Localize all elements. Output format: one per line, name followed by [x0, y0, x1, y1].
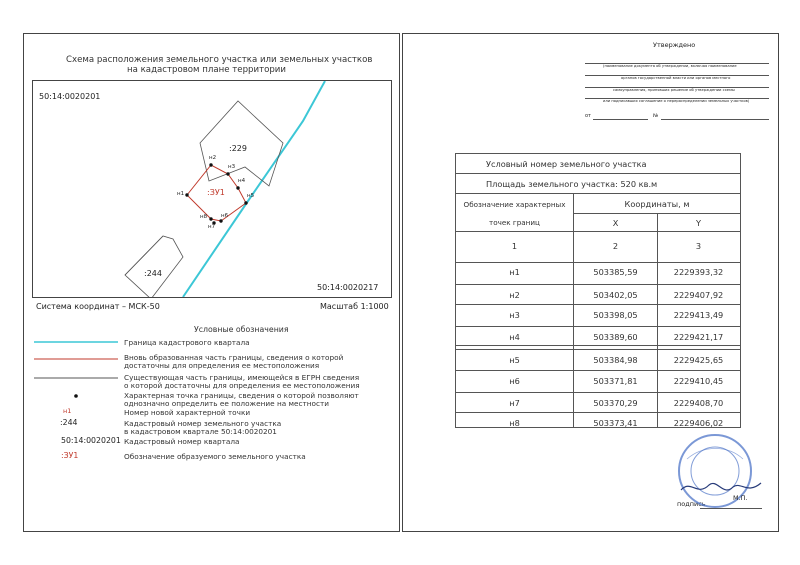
stamp	[663, 435, 773, 515]
legend-item-text: Кадастровый номер земельного участка	[124, 419, 282, 428]
legend-item-text: Характерная точка границы, сведения о которой позволяют	[124, 391, 359, 400]
legend-point	[74, 394, 78, 398]
point-label: н7	[208, 224, 216, 230]
col-points-label-1: Обозначение характерных	[463, 200, 566, 209]
point-marker	[209, 163, 212, 166]
left-sheet	[23, 33, 400, 532]
point-marker	[244, 201, 247, 204]
y-cell: 2229421,17	[673, 331, 724, 342]
x-cell: 503398,05	[593, 310, 638, 320]
point-label: н3	[228, 164, 236, 170]
group-separator	[456, 345, 740, 346]
col-divider	[657, 213, 658, 232]
legend-symbol: :ЗУ1	[61, 451, 79, 460]
index-cell: 2	[612, 241, 619, 251]
coord-system: Система координат – МСК-50	[36, 302, 160, 311]
date-line	[593, 119, 648, 120]
scheme-title-line2: на кадастровом плане территории	[127, 65, 286, 75]
approval-caption: (наименование документа об утверждении, включая наименование	[603, 64, 737, 68]
x-cell: 503384,98	[593, 355, 638, 365]
legend-item-text: Номер новой характерной точки	[124, 408, 251, 417]
table-row	[456, 284, 740, 305]
point-cell: н7	[509, 398, 520, 408]
table-row	[456, 326, 740, 346]
point-cell: н5	[509, 355, 520, 365]
legend-item-text: однозначно определить ее положение на местности	[124, 399, 330, 408]
legend-title: Условные обозначения	[194, 325, 289, 334]
legend-symbols	[34, 334, 124, 474]
point-label: н5	[247, 193, 255, 199]
x-cell: 503370,29	[593, 398, 638, 408]
x-cell: 503389,60	[593, 331, 638, 342]
col-divider	[573, 193, 574, 427]
number-label: №	[653, 113, 659, 119]
legend-item-text: достаточны для определения ее местоположения	[124, 361, 320, 370]
legend-item-text: в кадастровом квартале 50:14:0020201	[124, 427, 277, 436]
point-cell: н6	[509, 376, 520, 386]
legend-symbol: 50:14:0020201	[61, 436, 121, 445]
approval-caption: органов государственной власти или органов местного	[621, 76, 731, 80]
approval-caption: самоуправления, принявших решение об утверждении схемы	[613, 88, 735, 92]
legend-item-text: Граница кадастрового квартала	[124, 338, 250, 347]
parcel-number-label: Условный номер земельного участка	[486, 158, 647, 169]
point-cell: н4	[509, 331, 520, 342]
legend-item-text: Кадастровый номер квартала	[124, 437, 240, 446]
legend-item-text: Существующая часть границы, имеющейся в ЕГРН сведения	[124, 373, 360, 382]
point-marker	[236, 186, 239, 189]
x-cell: 503371,81	[593, 376, 638, 386]
table-header-row	[456, 154, 740, 173]
point-label: н6	[221, 213, 229, 219]
quarter-boundary-line	[183, 81, 325, 297]
table-header-row	[456, 193, 740, 232]
quarter-number-top: 50:14:0020201	[39, 92, 101, 101]
y-cell: 2229408,70	[673, 398, 724, 408]
y-cell: 2229393,32	[673, 267, 724, 277]
point-label: н1	[177, 191, 185, 197]
table-row	[456, 392, 740, 413]
parcel-244-label: :244	[144, 269, 162, 278]
table-row	[456, 412, 740, 433]
index-cell: 1	[511, 241, 518, 251]
point-marker	[219, 219, 222, 222]
y-cell: 2229413,49	[673, 310, 724, 320]
table-row	[456, 349, 740, 370]
x-cell: 503385,59	[593, 267, 638, 277]
new-parcel-label: :ЗУ1	[207, 188, 225, 197]
table-row	[456, 370, 740, 391]
y-cell: 2229410,45	[673, 376, 724, 386]
point-marker	[226, 172, 229, 175]
parcel-229-label: :229	[229, 144, 247, 153]
index-cell: 3	[695, 241, 702, 251]
y-label: Y	[695, 217, 701, 228]
signature-label: подпись	[677, 500, 706, 508]
legend-symbol: н1	[63, 407, 72, 415]
point-marker	[209, 217, 212, 220]
y-cell: 2229406,02	[673, 418, 724, 428]
approval-caption: или подписавших соглашение о перераспределении земельных участков)	[603, 99, 750, 103]
point-cell: н2	[509, 290, 520, 300]
area-label: Площадь земельного участка: 520 кв.м	[486, 179, 658, 189]
point-marker	[185, 193, 188, 196]
coords-label: Координаты, м	[624, 198, 690, 209]
scheme-title-line1: Схема расположения земельного участка или земельных участков	[66, 55, 373, 65]
legend-symbol: :244	[60, 418, 78, 427]
x-label: X	[612, 217, 619, 228]
point-label: н4	[238, 178, 246, 184]
coordinates-table	[455, 153, 741, 428]
y-cell: 2229407,92	[673, 290, 724, 300]
table-header-row	[456, 173, 740, 194]
date-from-label: от	[585, 113, 591, 119]
table-row	[456, 262, 740, 282]
map-frame	[32, 80, 392, 298]
number-line	[661, 119, 769, 120]
col-divider	[657, 231, 658, 427]
mp-label: М.П.	[733, 494, 748, 502]
point-cell: н1	[509, 267, 520, 277]
point-label: н2	[209, 155, 217, 161]
point-cell: н3	[509, 310, 520, 320]
table-index-row	[456, 231, 740, 260]
approved-heading: Утверждено	[653, 41, 696, 49]
quarter-number-bottom: 50:14:0020217	[317, 283, 379, 292]
x-cell: 503373,41	[593, 418, 638, 428]
y-cell: 2229425,65	[673, 355, 724, 365]
x-cell: 503402,05	[593, 290, 638, 300]
scale: Масштаб 1:1000	[320, 302, 389, 311]
point-label: н8	[200, 214, 208, 220]
legend-item-text: Обозначение образуемого земельного участка	[124, 452, 306, 461]
legend-item-text: Вновь образованная часть границы, сведения о которой	[124, 353, 344, 362]
col-points-label-2: точек границ	[489, 218, 540, 227]
legend-item-text: о которой достаточны для определения ее местоположения	[124, 381, 360, 390]
point-cell: н8	[509, 418, 520, 428]
table-row	[456, 304, 740, 325]
